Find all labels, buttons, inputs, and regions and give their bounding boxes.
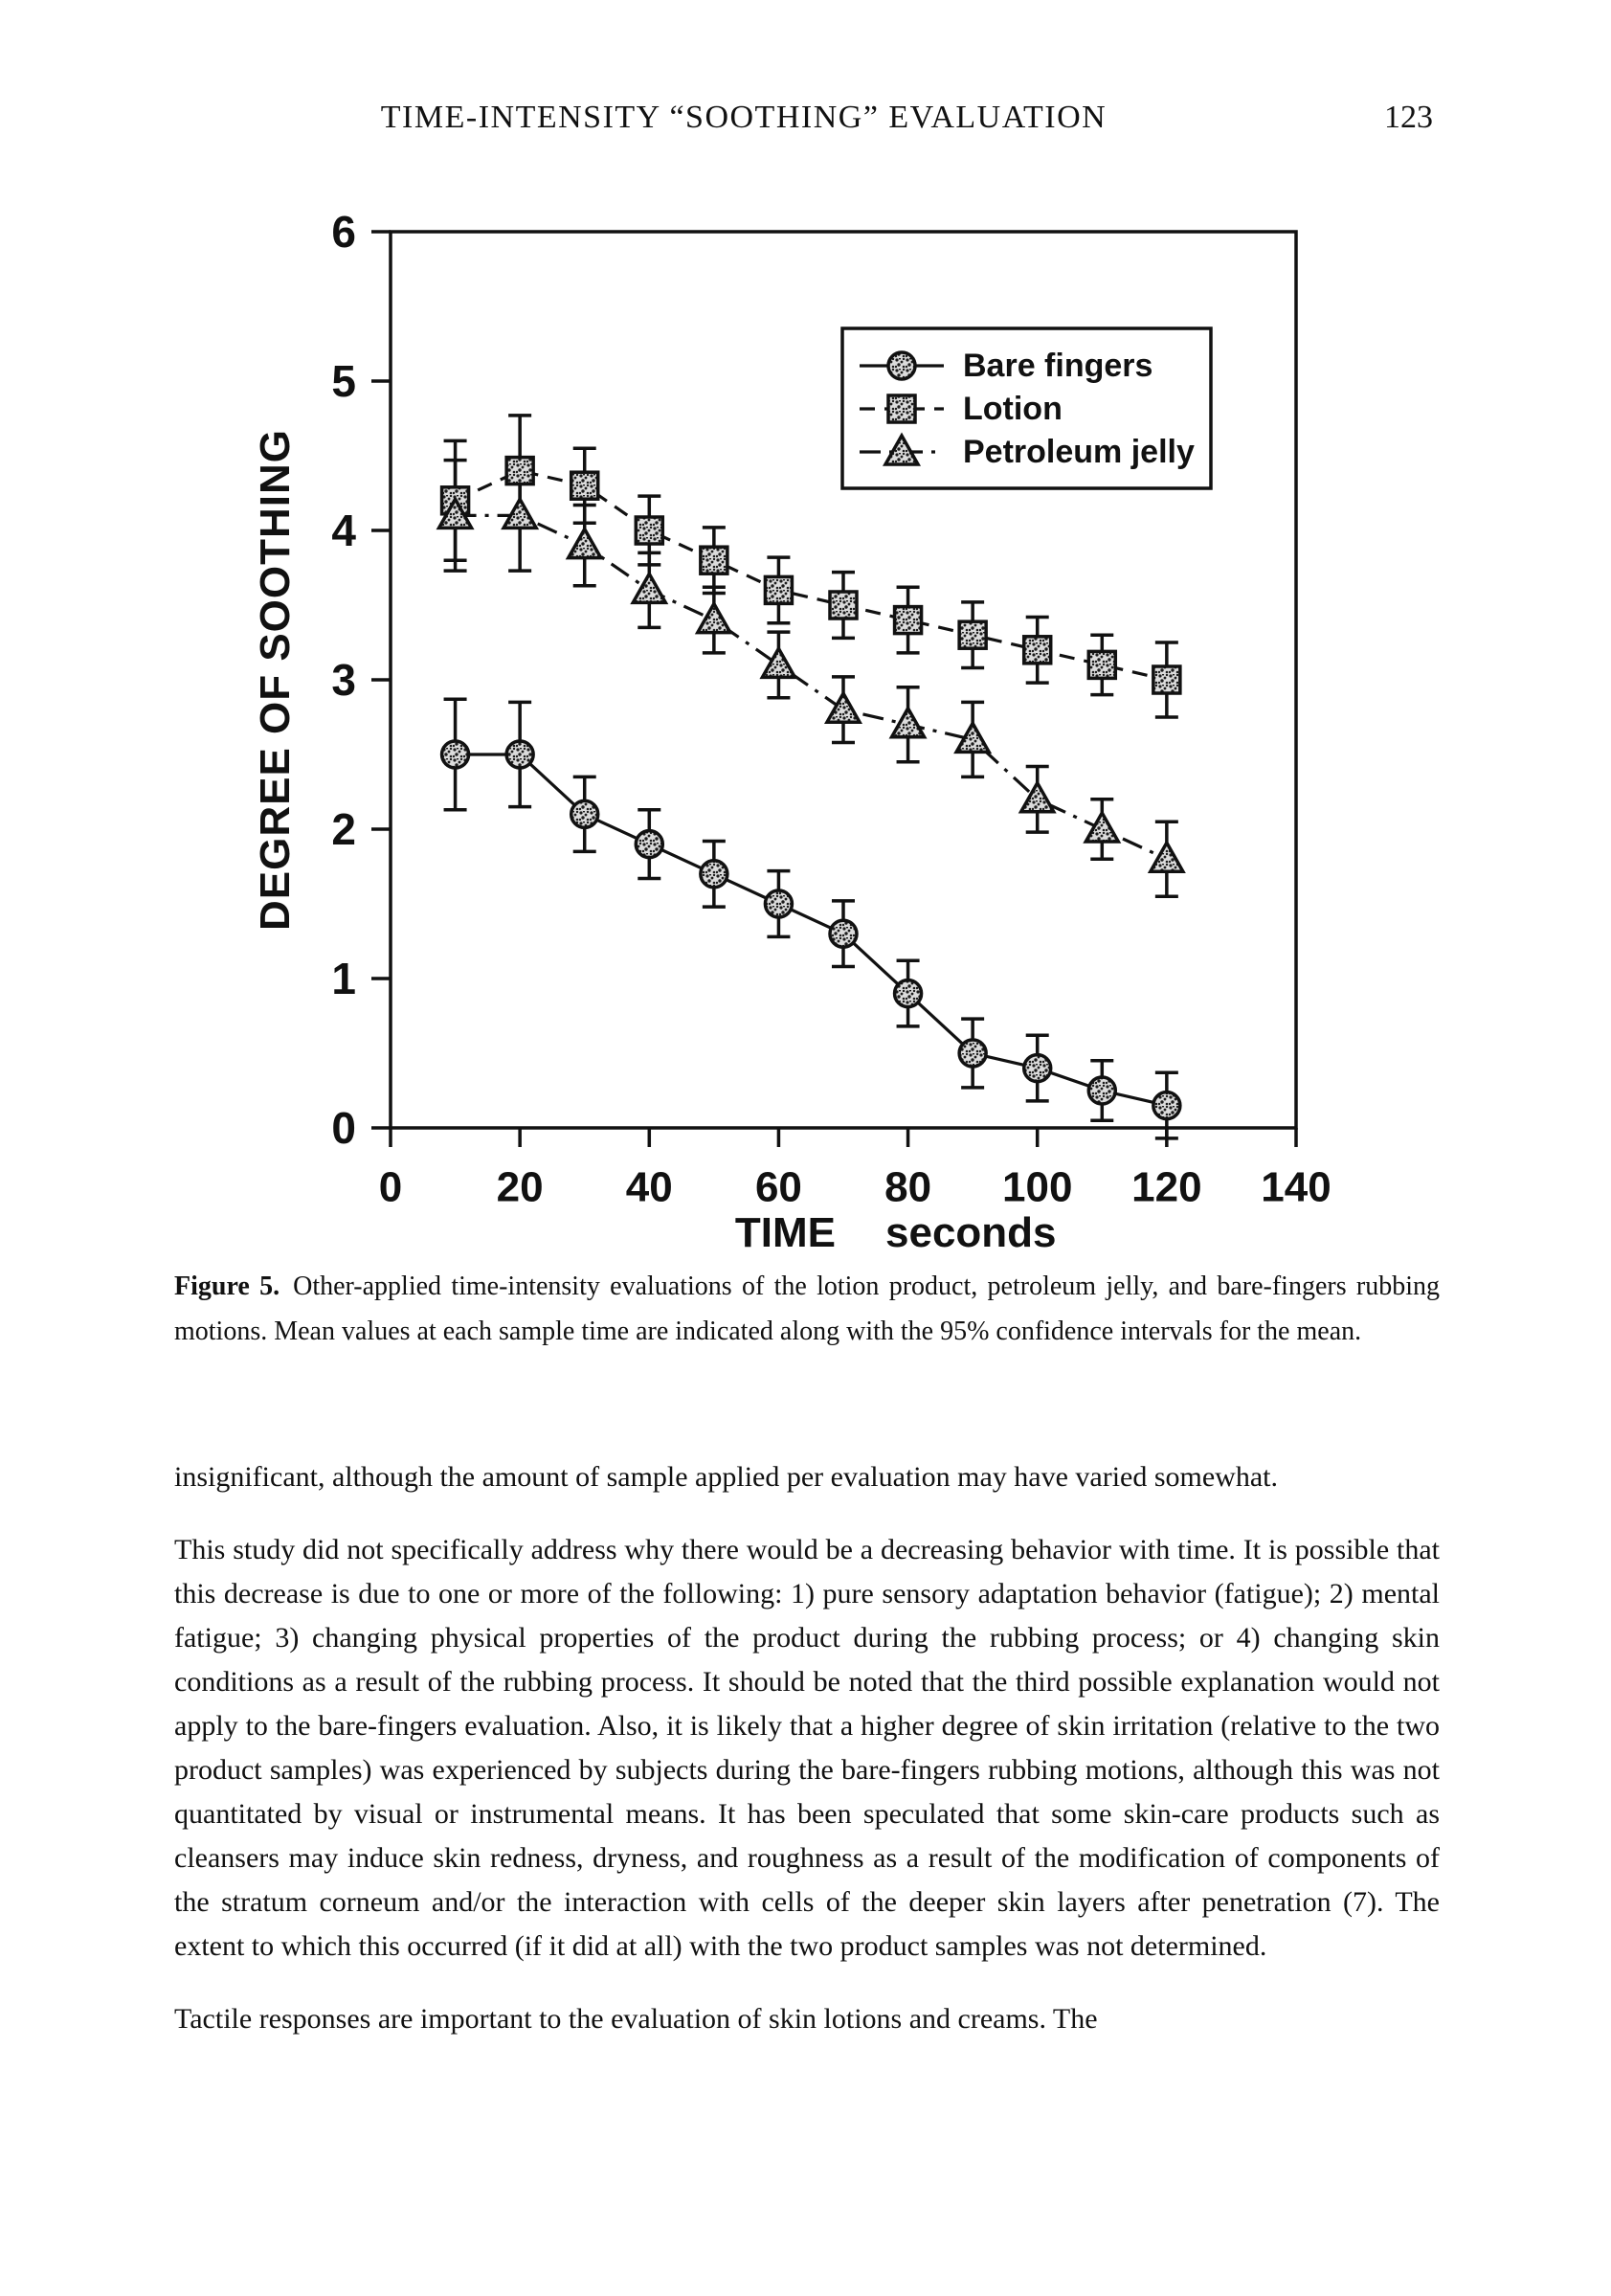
paragraph: Tactile responses are important to the evaluation of skin lotions and creams. The [174, 2003, 1098, 2035]
y-tick-label: 5 [331, 356, 356, 406]
marker-circle [765, 890, 792, 917]
marker-circle [571, 800, 598, 827]
marker-circle [701, 861, 727, 888]
marker-circle [636, 831, 662, 858]
marker-triangle [892, 709, 925, 737]
marker-circle [442, 741, 469, 768]
paragraph: insignificant, although the amount of sample applied per evaluation may have varied somewhat. [174, 1461, 1278, 1493]
marker-triangle [762, 648, 794, 677]
marker-square [1088, 651, 1115, 678]
series-markers-bare-fingers [442, 741, 1180, 1119]
legend-label: Bare fingers [963, 348, 1153, 384]
marker-circle [1024, 1055, 1051, 1082]
marker-circle [959, 1040, 986, 1067]
marker-square [959, 621, 986, 648]
marker-square [830, 592, 857, 619]
marker-circle [888, 352, 915, 379]
marker-triangle [827, 693, 860, 722]
marker-square [571, 472, 598, 499]
marker-circle [895, 980, 922, 1007]
legend [842, 328, 1211, 488]
y-tick-label: 0 [331, 1103, 356, 1153]
marker-square [636, 517, 662, 544]
running-head-title: TIME-INTENSITY “SOOTHING” EVALUATION [380, 100, 1108, 135]
x-tick-label: 0 [378, 1163, 403, 1211]
y-tick-label: 1 [331, 954, 356, 1003]
x-tick-label: 120 [1131, 1163, 1202, 1211]
marker-triangle [569, 529, 601, 558]
marker-square [506, 458, 533, 484]
figure-caption-text: Other-applied time-intensity evaluations of the lotion product, petroleum jelly, and bare-fingers rubbing motions. Mean values at each sample time are indicated along with the 95% confidence intervals for the mean. [174, 1272, 1440, 1346]
page-number: 123 [1384, 100, 1433, 135]
series-line-petroleum-jelly [456, 515, 1167, 859]
y-tick-label: 6 [331, 207, 356, 257]
marker-square [895, 607, 922, 634]
series-line-bare-fingers [456, 754, 1167, 1106]
x-axis-title-seconds: seconds [885, 1209, 1057, 1256]
series-markers-petroleum-jelly [439, 499, 1183, 871]
figure-caption [174, 1264, 1440, 1354]
marker-triangle [503, 499, 536, 528]
x-tick-label: 20 [496, 1163, 544, 1211]
marker-circle [830, 920, 857, 947]
marker-square [888, 395, 915, 422]
marker-triangle [1151, 843, 1183, 871]
marker-triangle [698, 604, 730, 633]
x-tick-label: 80 [884, 1163, 932, 1211]
marker-triangle [1085, 813, 1118, 842]
figure-caption-label: Figure 5. [174, 1272, 280, 1301]
marker-square [1024, 637, 1051, 664]
marker-square [1153, 666, 1180, 693]
marker-square [701, 547, 727, 574]
y-tick-label: 4 [331, 506, 356, 555]
x-tick-label: 100 [1002, 1163, 1073, 1211]
marker-circle [506, 741, 533, 768]
body-text-column [174, 1455, 1440, 2070]
marker-circle [1153, 1092, 1180, 1119]
legend-label: Petroleum jelly [963, 434, 1195, 470]
x-tick-label: 40 [625, 1163, 673, 1211]
x-axis-title-time: TIME [734, 1209, 836, 1256]
paragraph: This study did not specifically address why there would be a decreasing behavior with time. It is possible that this decrease is due to one or more of the following: 1) pure sensory adaptation behavior (fatigue); 2) mental fatigue; 3) changing physical properties of the product during the rubbing process; or 4) changing skin conditions as a result of the rubbing process. It should be noted that the third possible explanation would not apply to the bare-fingers evaluation. Also, it is likely that a higher degree of skin irritation (relative to the two product samples) was experienced by subjects during the bare-fingers rubbing motions, although this was not quantitated by visual or instrumental means. It has been speculated that some skin-care products such as cleansers may induce skin redness, dryness, and roughness as a result of the modification of components of the stratum corneum and/or the interaction with cells of the deeper skin layers after penetration (7). The extent to which this occurred (if it did at all) with the two product samples was not determined. [174, 1534, 1440, 1962]
marker-triangle [633, 574, 665, 602]
x-tick-label: 140 [1261, 1163, 1331, 1211]
y-axis-title: DEGREE OF SOOTHING [252, 428, 299, 932]
y-tick-label: 3 [331, 655, 356, 705]
legend-label: Lotion [963, 391, 1063, 427]
marker-circle [1088, 1077, 1115, 1104]
y-tick-label: 2 [331, 804, 356, 854]
error-bars-triangle [444, 461, 1178, 897]
x-tick-label: 60 [754, 1163, 802, 1211]
series-line-lotion [456, 471, 1167, 680]
marker-square [765, 576, 792, 603]
